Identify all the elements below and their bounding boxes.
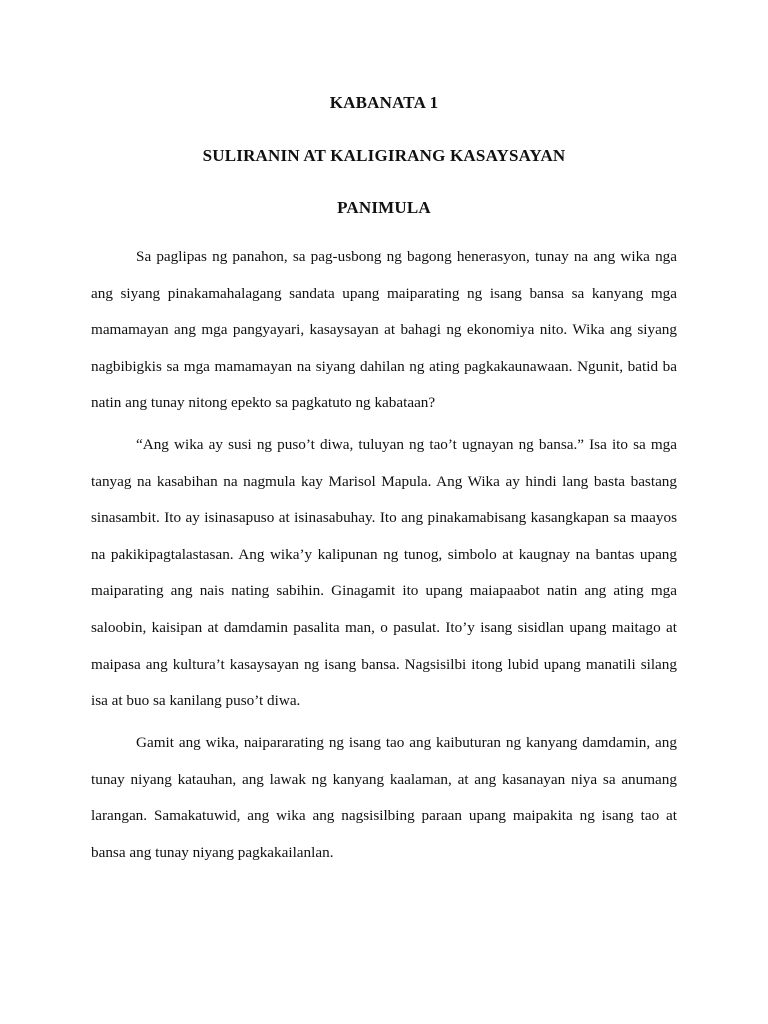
chapter-title: SULIRANIN AT KALIGIRANG KASAYSAYAN xyxy=(202,146,566,165)
paragraph-2: “Ang wika ay susi ng puso’t diwa, tuluyan ng tao’t ugnayan ng bansa.” Isa ito sa mga tanyag na kasabihan na nagmula kay Marisol Mapula. Ang Wika ay hindi lang basta bastang sinasambit. Ito ay isinasapuso at isinasabuhay. Ito ang pinakamabisang kasangkapan sa maayos na pakikipagtalastasan. Ang wika’y kalipunan ng tunog, simbolo at kaugnay na bantas upang maiparating ang nais nating sabihin. Ginagamit ito upang maiapaabot natin ang ating mga saloobin, kaisipan at damdamin pasalita man, o pasulat. Ito’y isang sisidlan upang maitago at maipasa ang kultura’t kasaysayan ng isang bansa. Nagsisilbi itong lubid upang manatili silang isa at buo sa kanilang puso’t diwa. xyxy=(91,436,677,710)
chapter-heading: KABANATA 1 xyxy=(329,93,439,112)
paragraph-3: Gamit ang wika, naipararating ng isang tao ang kaibuturan ng kanyang damdamin, ang tunay niyang katauhan, ang lawak ng kanyang kaalaman, at ang kasanayan niya sa anumang larangan. Samakatuwid, ang wika ang nagsisilbing paraan upang maipakita ng isang tao at bansa ang tunay niyang pagkakailanlan. xyxy=(91,734,677,861)
section-heading: PANIMULA xyxy=(337,198,431,217)
paragraph-1: Sa paglipas ng panahon, sa pag-usbong ng bagong henerasyon, tunay na ang wika nga ang siyang pinakamahalagang sandata upang maiparating ng isang bansa sa kanyang mga mamamayan ang mga pangyayari, kasaysayan at bahagi ng ekonomiya nito. Wika ang siyang nagbibigkis sa mga mamamayan na siyang dahilan ng ating pagkakaunawaan. Ngunit, batid ba natin ang tunay nitong epekto sa pagkatuto ng kabataan? xyxy=(91,248,677,412)
